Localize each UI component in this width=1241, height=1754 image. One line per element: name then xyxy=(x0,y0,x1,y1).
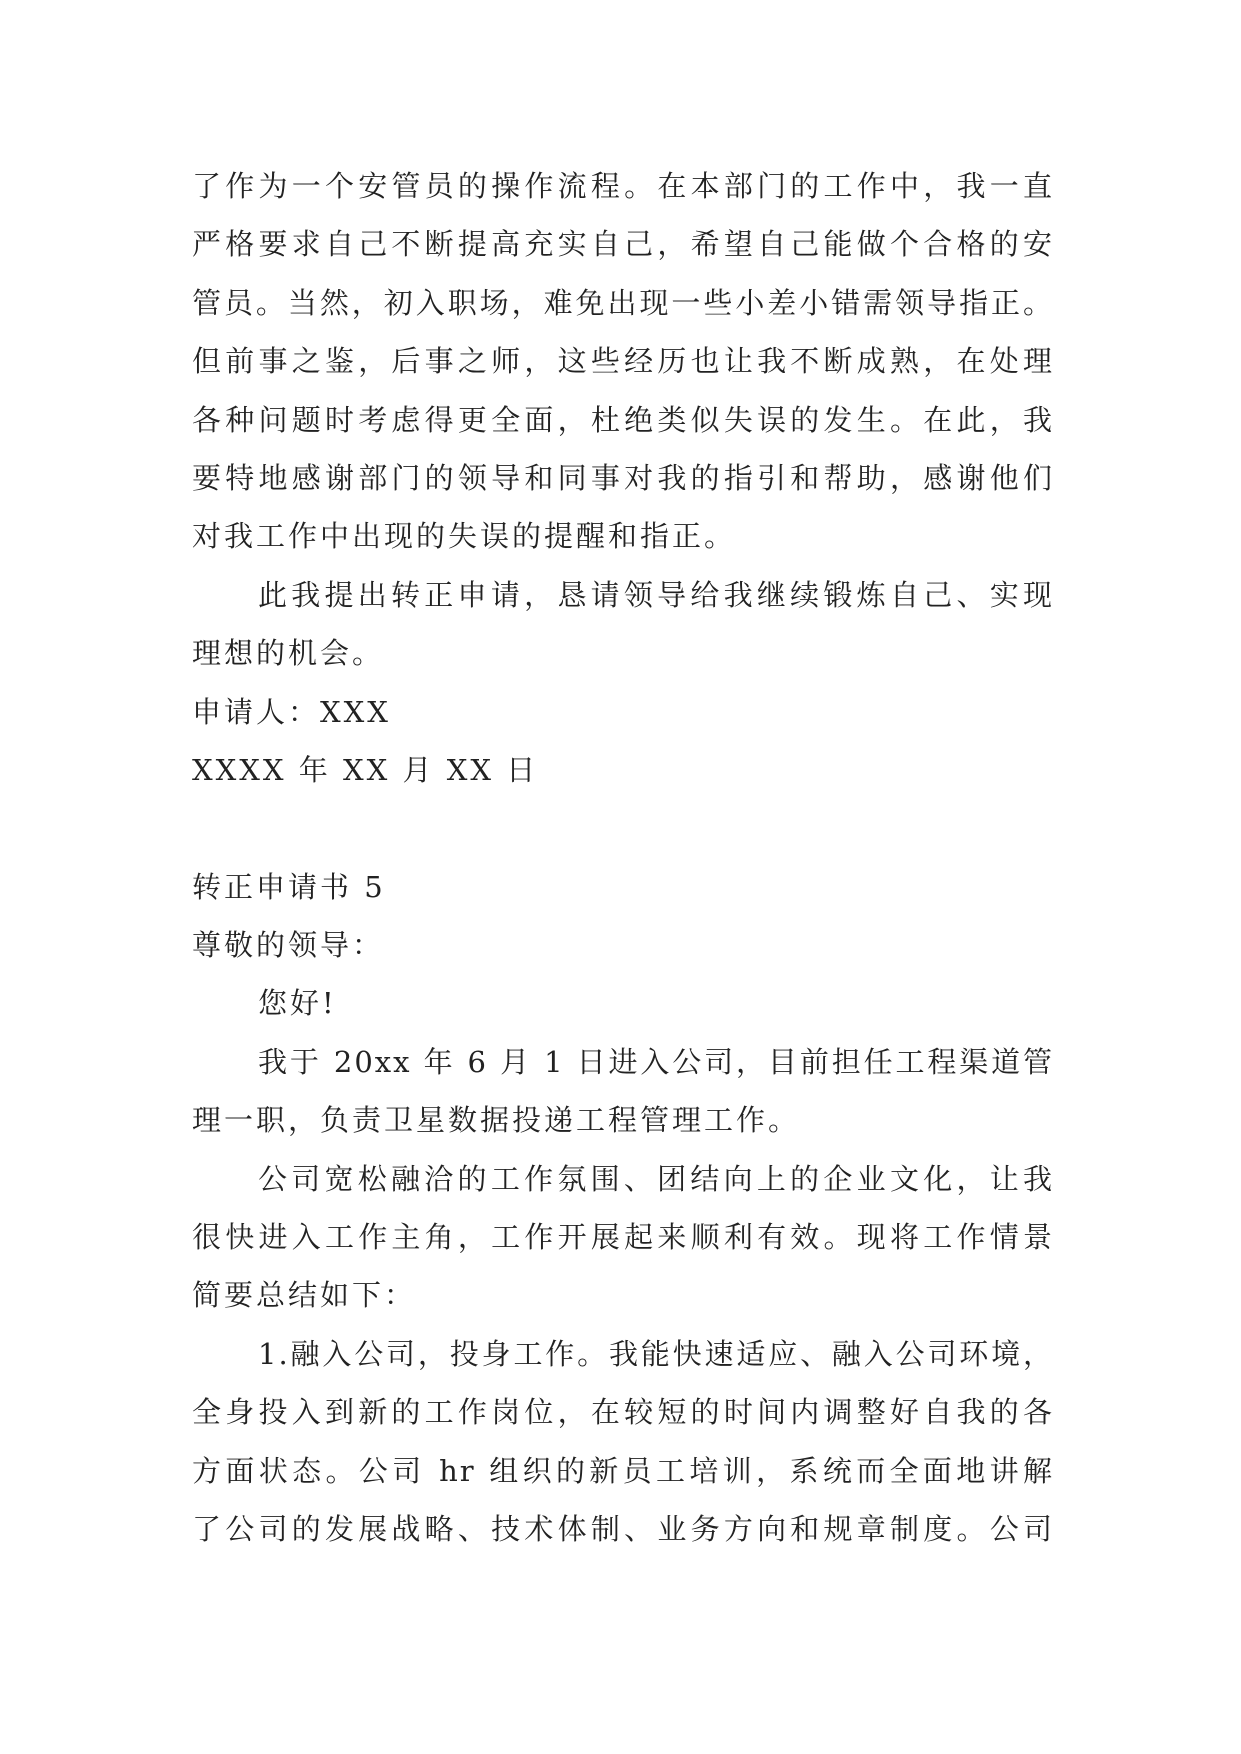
text-line: 此我提出转正申请，恳请领导给我继续锻炼自己、实现 xyxy=(258,577,1054,612)
paragraph-3 xyxy=(192,1325,1054,1559)
document-body xyxy=(192,157,1054,1558)
text-line: 我于 20xx 年 6 月 1 日进入公司，目前担任工程渠道管 xyxy=(258,1044,1054,1079)
greeting: 您好! xyxy=(258,986,337,1021)
text-line: 简要总结如下： xyxy=(192,1278,417,1313)
text-line: 全身投入到新的工作岗位，在较短的时间内调整好自我的各 xyxy=(192,1395,1054,1430)
text-line: 要特地感谢部门的领导和同事对我的指引和帮助，感谢他们 xyxy=(192,460,1054,495)
text-line: 很快进入工作主角，工作开展起来顺利有效。现将工作情景 xyxy=(192,1220,1054,1255)
text-line: 1.融入公司，投身工作。我能快速适应、融入公司环境， xyxy=(258,1336,1054,1371)
text-line: 理一职，负责卫星数据投递工程管理工作。 xyxy=(192,1103,801,1138)
signature-block xyxy=(192,683,1054,800)
text-line: 公司宽松融洽的工作氛围、团结向上的企业文化，让我 xyxy=(258,1161,1054,1196)
letter-title: 转正申请书 5 xyxy=(192,869,386,904)
text-line: 了公司的发展战略、技术体制、业务方向和规章制度。公司 xyxy=(192,1511,1054,1546)
letter-5 xyxy=(192,858,1054,1559)
text-line: 方面状态。公司 hr 组织的新员工培训，系统而全面地讲解 xyxy=(192,1453,1054,1488)
paragraph-1 xyxy=(192,1033,1054,1150)
paragraph-closing-request xyxy=(192,566,1054,683)
text-line: 了作为一个安管员的操作流程。在本部门的工作中，我一直 xyxy=(192,169,1054,203)
blank-line xyxy=(192,799,1054,857)
text-line: 严格要求自己不断提高充实自己，希望自己能做个合格的安 xyxy=(192,227,1054,262)
date-line: XXXX 年 XX 月 XX 日 xyxy=(192,752,539,787)
salutation: 尊敬的领导： xyxy=(192,928,385,963)
text-line: 对我工作中出现的失误的提醒和指正。 xyxy=(192,519,737,554)
text-line: 但前事之鉴，后事之师，这些经历也让我不断成熟，在处理 xyxy=(192,344,1054,379)
text-line: 各种问题时考虑得更全面，杜绝类似失误的发生。在此，我 xyxy=(192,402,1054,437)
applicant-line: 申请人：XXX xyxy=(192,694,391,729)
text-line: 理想的机会。 xyxy=(192,636,385,671)
paragraph-continuation xyxy=(192,157,1054,566)
paragraph-2 xyxy=(192,1150,1054,1325)
text-line: 管员。当然，初入职场，难免出现一些小差小错需领导指正。 xyxy=(192,285,1054,320)
